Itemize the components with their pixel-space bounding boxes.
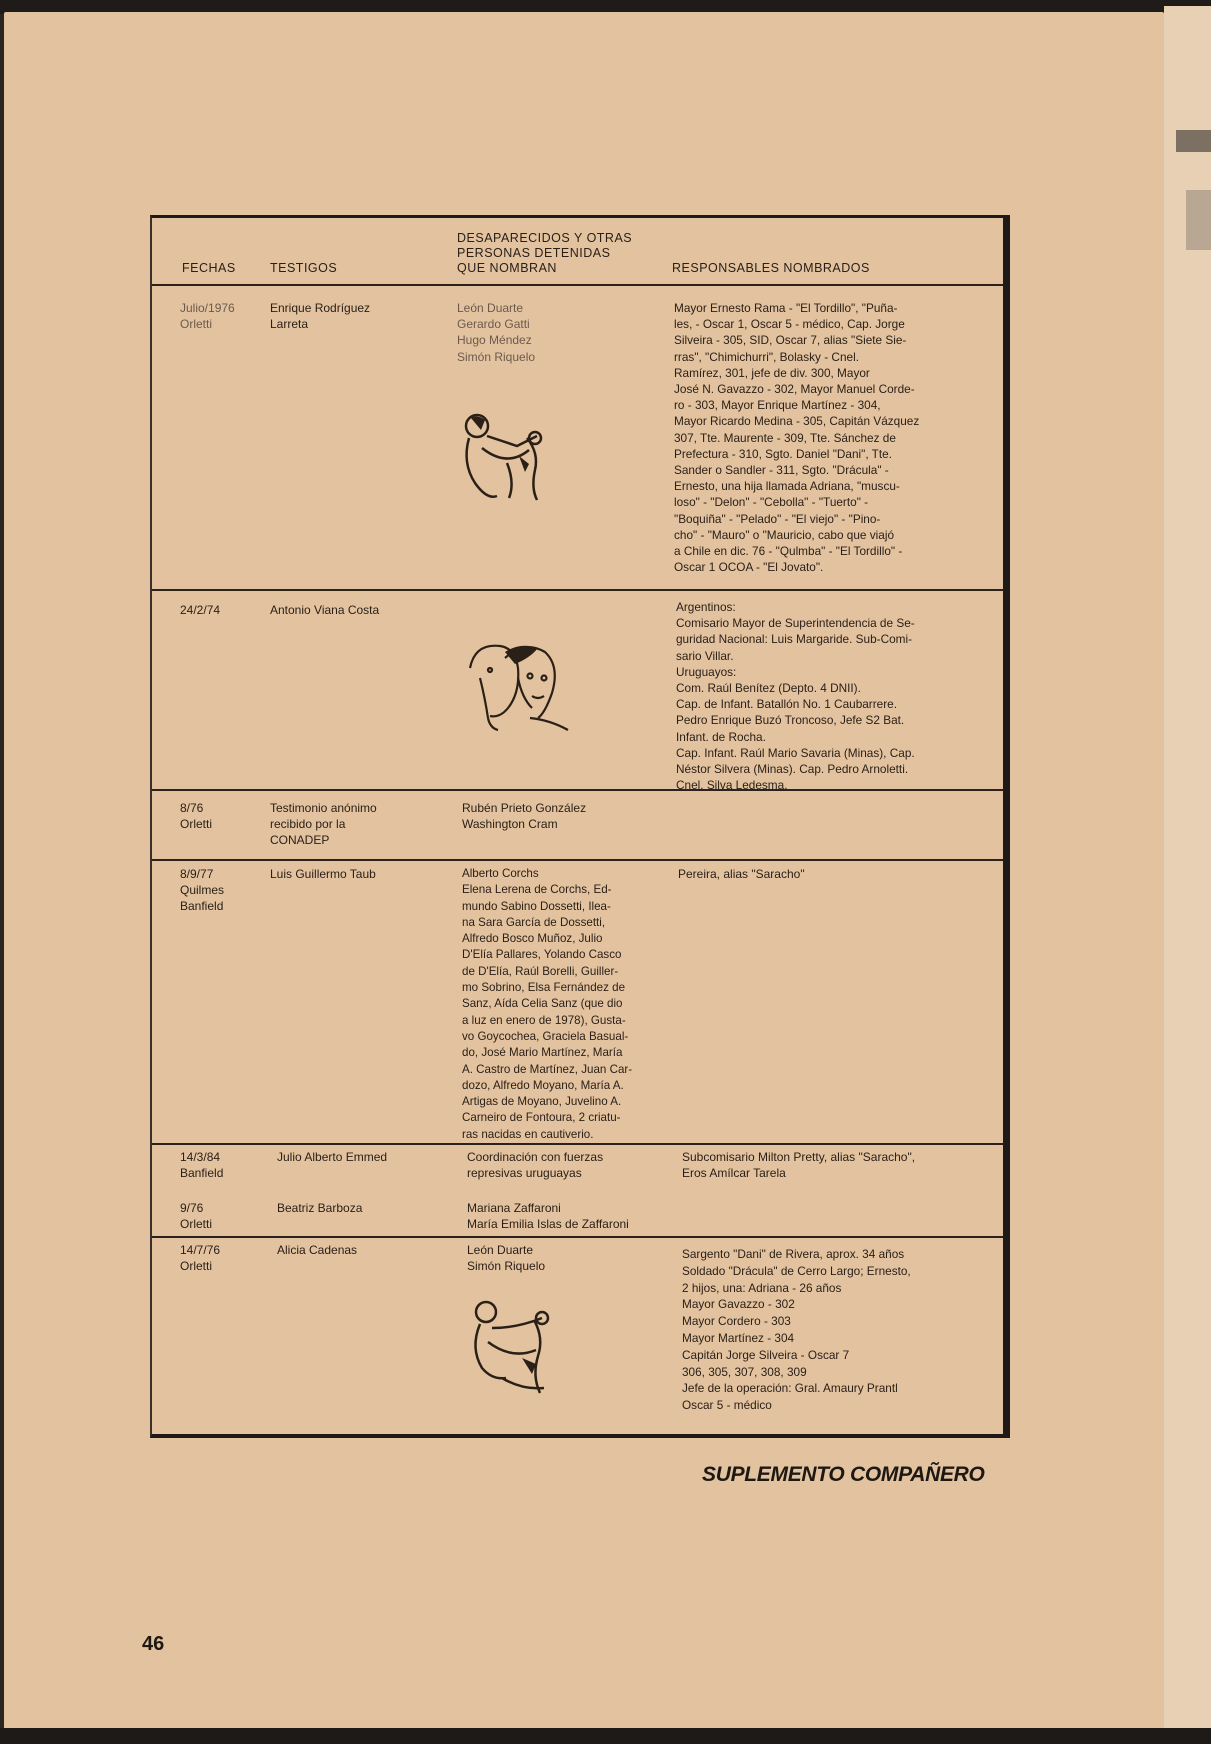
header-responsables: RESPONSABLES NOMBRADOS xyxy=(672,261,870,275)
row1-responsables: Mayor Ernesto Rama - "El Tordillo", "Puña- les, - Oscar 1, Oscar 5 - médico, Cap. Jorge Silveira - 305, SID, Oscar 7, alias "Siete Sie- rras", "Chimichurri", Bolasky - Cnel. Ramírez, 301, jefe de div. 300, Mayor José N. Gavazzo - 302, Mayor Manuel Corde- ro - 303, Mayor Enrique Martínez - 304, Mayor Ricardo Medina - 305, Capitán Vázquez 307, Tte. Maurente - 309, Tte. Sánchez de Prefectura - 310, Sgto. Daniel "Dani", Tte. Sander o Sandler - 311, Sgto. "Drácula" - Ernesto, una hija llamada Adriana, "muscu- loso" - "Delon" - "Cebolla" - "Tuerto" - "Boquiña" - "Pelado" - "El viejo" - "Pino- cho" - "Mauro" o "Mauricio, cabo que viajó a Chile en dic. 76 - "Qulmba" - "El Tordillo" - Oscar 1 OCOA - "El Jovato". xyxy=(674,301,920,575)
row3-desaparecidos: Rubén Prieto González Washington Cram xyxy=(462,801,587,832)
row5-desaparecidos: Coordinación con fuerzas represivas uruguayas xyxy=(467,1150,604,1181)
row5-responsables: Subcomisario Milton Pretty, alias "Saracho", Eros Amílcar Tarela xyxy=(682,1150,916,1181)
row5-testigos: Julio Alberto Emmed xyxy=(277,1150,388,1164)
row-divider xyxy=(152,1236,1003,1238)
row2-fechas: 24/2/74 xyxy=(180,603,221,617)
row5-fechas: 14/3/84 Banfield xyxy=(180,1150,224,1181)
row2-responsables-line: Comisario Mayor de Superintendencia de Se- xyxy=(676,616,915,631)
row1-testigos: Enrique Rodríguez Larreta xyxy=(270,301,371,332)
row1-desaparecidos: León Duarte Gerardo Gatti Hugo Méndez Simón Riquelo xyxy=(457,301,536,364)
header-fechas: FECHAS xyxy=(182,261,236,275)
row2-responsables-line: Néstor Silvera (Minas). Cap. Pedro Arnoletti. xyxy=(676,762,909,777)
row4-desaparecidos: Alberto Corchs Elena Lerena de Corchs, Ed- mundo Sabino Dossetti, Ilea- na Sara García de Dossetti, Alfredo Bosco Muñoz, Julio D'Elía Pallares, Yolando Casco de D'Elía, Raúl Borelli, Guiller- mo Sobrino, Elsa Fernández de Sanz, Aída Celia Sanz (que dio a luz en enero de 1978), Gusta- vo Goycochea, Graciela Basual- do, José Mario Martínez, María A. Castro de Martínez, Juan Car- dozo, Alfredo Moyano, María A. Artigas de Moyano, Juvelino A. Carneiro de Fontoura, 2 criatu- ras nacidas en cautiverio. xyxy=(462,867,633,1141)
row2-responsables-line: Cnel. Silva Ledesma. xyxy=(676,778,788,793)
row2-testigos: Antonio Viana Costa xyxy=(270,603,380,617)
row1-fechas: Julio/1976 Orletti xyxy=(180,301,235,332)
edge-mark xyxy=(1186,190,1211,250)
row4-responsables: Pereira, alias "Saracho" xyxy=(678,867,805,881)
header-testigos: TESTIGOS xyxy=(270,261,338,275)
supplement-title: SUPLEMENTO COMPAÑERO xyxy=(702,1463,985,1486)
bottom-strip xyxy=(0,1728,1211,1744)
row2-responsables-line: sario Villar. xyxy=(676,648,734,663)
page-number: 46 xyxy=(142,1633,165,1655)
row-divider xyxy=(152,789,1003,791)
illustration-captive-icon xyxy=(457,408,557,508)
illustration-faces-icon xyxy=(460,638,570,738)
row2-responsables xyxy=(676,599,996,793)
row7-desaparecidos: León Duarte Simón Riquelo xyxy=(467,1243,546,1274)
row2-responsables-line: Com. Raúl Benítez (Depto. 4 DNII). xyxy=(676,681,861,696)
row2-responsables-line: Infant. de Rocha. xyxy=(676,729,766,744)
header-desaparecidos: DESAPARECIDOS Y OTRAS PERSONAS DETENIDAS QUE NOMBRAN xyxy=(457,231,633,275)
row7-fechas: 14/7/76 Orletti xyxy=(180,1243,221,1274)
row-divider xyxy=(152,589,1003,591)
row6-testigos: Beatriz Barboza xyxy=(277,1201,363,1215)
header-divider xyxy=(152,284,1003,286)
row2-responsables-line: Cap. de Infant. Batallón No. 1 Caubarrere. xyxy=(676,697,897,712)
edge-mark xyxy=(1176,130,1211,152)
row-divider xyxy=(152,859,1003,861)
row-divider xyxy=(152,1143,1003,1145)
row7-testigos: Alicia Cadenas xyxy=(277,1243,358,1257)
row2-responsables-line: guridad Nacional: Luis Margaride. Sub-Comi- xyxy=(676,632,913,647)
row4-testigos: Luis Guillermo Taub xyxy=(270,867,376,881)
row2-responsables-line: Cap. Infant. Raúl Mario Savaria (Minas), Cap. xyxy=(676,745,915,760)
row7-responsables: Sargento "Dani" de Rivera, aprox. 34 años Soldado "Drácula" de Cerro Largo; Ernesto, 2 hijos, una: Adriana - 26 años Mayor Gavazzo - 302 Mayor Cordero - 303 Mayor Martínez - 304 Capitán Jorge Silveira - Oscar 7 306, 305, 307, 308, 309 Jefe de la operación: Gral. Amaury Prantl Oscar 5 - médico xyxy=(682,1247,911,1413)
testimony-table xyxy=(150,215,1010,1438)
page-edge xyxy=(1164,6,1211,1736)
row4-fechas: 8/9/77 Quilmes Banfield xyxy=(180,867,225,914)
illustration-kneeling-figures-icon xyxy=(462,1298,562,1398)
row2-responsables-line: Pedro Enrique Buzó Troncoso, Jefe S2 Bat. xyxy=(676,713,905,728)
row2-responsables-line: Argentinos: xyxy=(676,600,736,614)
row6-fechas: 9/76 Orletti xyxy=(180,1201,213,1232)
row2-responsables-line: Uruguayos: xyxy=(676,664,737,679)
row3-fechas: 8/76 Orletti xyxy=(180,801,213,832)
row3-testigos: Testimonio anónimo recibido por la CONADEP xyxy=(270,801,377,848)
row6-desaparecidos: Mariana Zaffaroni María Emilia Islas de Zaffaroni xyxy=(467,1201,629,1232)
